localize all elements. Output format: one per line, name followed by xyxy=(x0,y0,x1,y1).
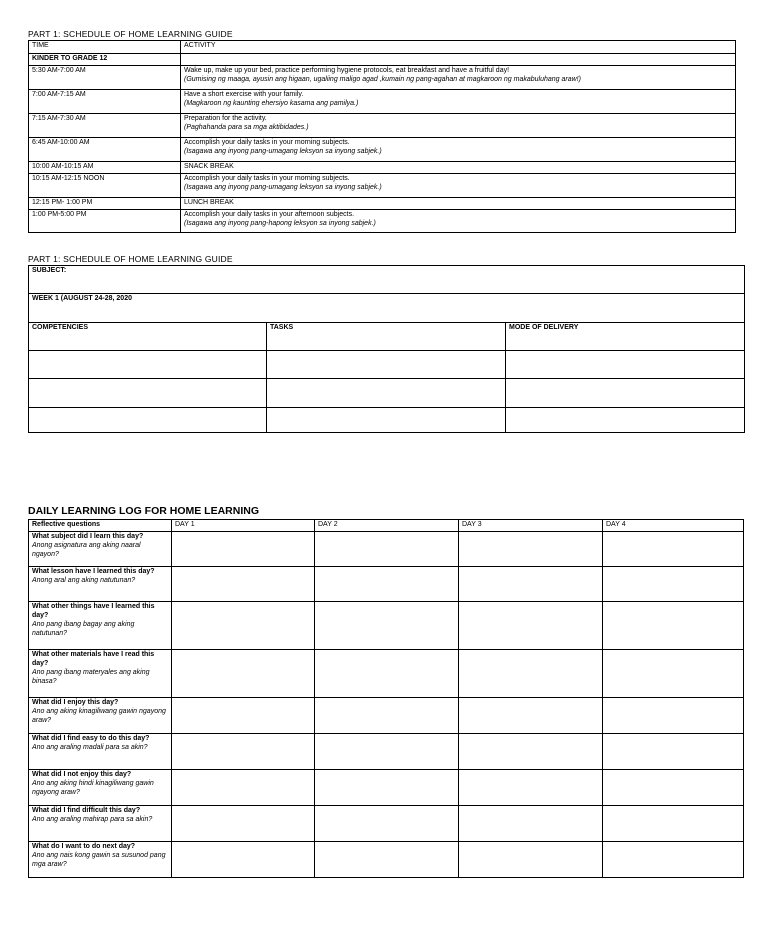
question-translation: Ano ang araling madali para sa akin? xyxy=(32,744,148,751)
day-header: DAY 4 xyxy=(603,520,744,532)
table-row xyxy=(29,351,745,379)
schedule-time: 5:30 AM-7:00 AM xyxy=(29,66,181,90)
week-row xyxy=(29,294,745,323)
day-cell[interactable] xyxy=(172,734,315,770)
question-translation: Ano ang nais kong gawin sa susunod pang mga araw? xyxy=(32,852,166,868)
log-row xyxy=(29,842,744,878)
question-text: What did I not enjoy this day? xyxy=(32,771,132,778)
log-row xyxy=(29,734,744,770)
day-cell[interactable] xyxy=(315,650,459,698)
log-header-row xyxy=(29,520,744,532)
day-cell[interactable] xyxy=(603,770,744,806)
day-header: DAY 2 xyxy=(315,520,459,532)
log-row xyxy=(29,532,744,567)
schedule-row xyxy=(29,66,736,90)
question-cell xyxy=(29,734,172,770)
activity-translation: (Magkaroon ng kaunting ehersiyo kasama ang pamilya.) xyxy=(184,100,359,107)
day-cell[interactable] xyxy=(315,602,459,650)
day-cell[interactable] xyxy=(315,842,459,878)
day-cell[interactable] xyxy=(459,650,603,698)
activity-text: Have a short exercise with your family. xyxy=(184,91,304,98)
activity-text: Preparation for the activity. xyxy=(184,115,267,122)
day-header: DAY 1 xyxy=(172,520,315,532)
question-text: What did I find easy to do this day? xyxy=(32,735,150,742)
day-cell[interactable] xyxy=(315,567,459,602)
log-row xyxy=(29,806,744,842)
daily-log-table xyxy=(28,519,744,878)
question-cell xyxy=(29,698,172,734)
day-cell[interactable] xyxy=(315,770,459,806)
subject-table xyxy=(28,265,745,433)
reflective-questions-header: Reflective questions xyxy=(29,520,172,532)
day-cell[interactable] xyxy=(172,650,315,698)
table-row xyxy=(29,379,745,408)
competencies-cell[interactable] xyxy=(29,408,267,433)
mode-of-delivery-cell[interactable] xyxy=(506,351,745,379)
tasks-cell[interactable] xyxy=(267,351,506,379)
schedule-header-row xyxy=(29,41,736,54)
daily-log-title: DAILY LEARNING LOG FOR HOME LEARNING xyxy=(28,505,260,517)
day-cell[interactable] xyxy=(459,602,603,650)
question-translation: Ano pang ibang bagay ang aking natutunan? xyxy=(32,621,135,637)
schedule-activity xyxy=(181,162,736,174)
question-cell xyxy=(29,567,172,602)
activity-text: Accomplish your daily tasks in your morning subjects. xyxy=(184,175,350,182)
activity-text: Accomplish your daily tasks in your afternoon subjects. xyxy=(184,211,355,218)
guide-title: PART 1: SCHEDULE OF HOME LEARNING GUIDE xyxy=(28,254,233,264)
mode-of-delivery-header: MODE OF DELIVERY xyxy=(506,323,745,351)
activity-text: LUNCH BREAK xyxy=(184,199,234,206)
activity-translation: (Isagawa ang inyong pang-umagang leksyon sa inyong sabjek.) xyxy=(184,148,382,155)
schedule-row xyxy=(29,198,736,210)
question-text: What lesson have I learned this day? xyxy=(32,568,155,575)
day-cell[interactable] xyxy=(172,842,315,878)
subject-row xyxy=(29,266,745,294)
table-row xyxy=(29,408,745,433)
schedule-row xyxy=(29,174,736,198)
day-cell[interactable] xyxy=(459,698,603,734)
question-text: What other things have I learned this day? xyxy=(32,603,155,619)
day-cell[interactable] xyxy=(172,806,315,842)
question-cell xyxy=(29,770,172,806)
log-row xyxy=(29,650,744,698)
question-text: What did I find difficult this day? xyxy=(32,807,141,814)
question-translation: Ano ang aking hindi kinagiliwang gawin ngayong araw? xyxy=(32,780,154,796)
day-cell[interactable] xyxy=(172,532,315,567)
mode-of-delivery-cell[interactable] xyxy=(506,379,745,408)
schedule-time: 10:00 AM-10:15 AM xyxy=(29,162,181,174)
schedule-activity xyxy=(181,138,736,162)
tasks-cell[interactable] xyxy=(267,408,506,433)
activity-translation: (Isagawa ang inyong pang-umagang leksyon sa inyong sabjek.) xyxy=(184,184,382,191)
activity-text: Accomplish your daily tasks in your morning subjects. xyxy=(184,139,350,146)
question-text: What other materials have I read this day? xyxy=(32,651,155,667)
schedule-activity xyxy=(181,210,736,233)
schedule-activity xyxy=(181,90,736,114)
day-cell[interactable] xyxy=(315,698,459,734)
schedule-time: 7:15 AM-7:30 AM xyxy=(29,114,181,138)
question-cell xyxy=(29,842,172,878)
activity-text: SNACK BREAK xyxy=(184,163,234,170)
day-cell[interactable] xyxy=(603,567,744,602)
day-cell[interactable] xyxy=(603,806,744,842)
day-cell[interactable] xyxy=(459,734,603,770)
question-text: What subject did I learn this day? xyxy=(32,533,144,540)
log-row xyxy=(29,602,744,650)
question-cell xyxy=(29,806,172,842)
mode-of-delivery-cell[interactable] xyxy=(506,408,745,433)
time-header: TIME xyxy=(29,41,181,54)
schedule-time: 7:00 AM-7:15 AM xyxy=(29,90,181,114)
tasks-header: TASKS xyxy=(267,323,506,351)
competencies-header: COMPETENCIES xyxy=(29,323,267,351)
schedule-activity xyxy=(181,114,736,138)
question-cell xyxy=(29,602,172,650)
week-label: WEEK 1 (AUGUST 24-28, 2020 xyxy=(29,294,745,323)
question-translation: Ano pang ibang materyales ang aking binasa? xyxy=(32,669,150,685)
day-cell[interactable] xyxy=(172,698,315,734)
activity-translation: (Gumising ng maaga, ayusin ang higaan, ugaliing maligo agad ,kumain ng pang-agahan at magkaroon ng makabuluhang araw!) xyxy=(184,76,581,83)
schedule-row xyxy=(29,138,736,162)
schedule-time: 6:45 AM-10:00 AM xyxy=(29,138,181,162)
schedule-row xyxy=(29,90,736,114)
activity-translation: (Isagawa ang inyong pang-hapong leksyon sa inyong sabjek.) xyxy=(184,220,376,227)
question-translation: Anong asignatura ang aking naaral ngayon? xyxy=(32,542,141,558)
day-cell[interactable] xyxy=(315,806,459,842)
schedule-row xyxy=(29,162,736,174)
schedule-time: 12:15 PM- 1:00 PM xyxy=(29,198,181,210)
log-row xyxy=(29,770,744,806)
competency-header-row xyxy=(29,323,745,351)
competencies-cell[interactable] xyxy=(29,351,267,379)
grade-row xyxy=(29,54,736,66)
day-cell[interactable] xyxy=(603,602,744,650)
day-cell[interactable] xyxy=(315,532,459,567)
schedule-title: PART 1: SCHEDULE OF HOME LEARNING GUIDE xyxy=(28,29,233,39)
question-translation: Ano ang aking kinagiliwang gawin ngayong araw? xyxy=(32,708,166,724)
schedule-time: 1:00 PM-5:00 PM xyxy=(29,210,181,233)
day-cell[interactable] xyxy=(459,770,603,806)
schedule-row xyxy=(29,114,736,138)
activity-translation: (Paghahanda para sa mga aktibidades.) xyxy=(184,124,309,131)
day-cell[interactable] xyxy=(315,734,459,770)
question-text: What do I want to do next day? xyxy=(32,843,136,850)
schedule-row xyxy=(29,210,736,233)
day-cell[interactable] xyxy=(459,806,603,842)
day-cell[interactable] xyxy=(603,532,744,567)
day-cell[interactable] xyxy=(603,842,744,878)
day-cell[interactable] xyxy=(603,698,744,734)
day-cell[interactable] xyxy=(459,567,603,602)
competencies-cell[interactable] xyxy=(29,379,267,408)
day-cell[interactable] xyxy=(603,734,744,770)
day-header: DAY 3 xyxy=(459,520,603,532)
log-row xyxy=(29,698,744,734)
day-cell[interactable] xyxy=(172,602,315,650)
day-cell[interactable] xyxy=(459,842,603,878)
activity-text: Wake up, make up your bed, practice performing hygiene protocols, eat breakfast and have a fruitful day! xyxy=(184,67,510,74)
schedule-activity xyxy=(181,174,736,198)
question-cell xyxy=(29,650,172,698)
day-cell[interactable] xyxy=(172,567,315,602)
grade-label: KINDER TO GRADE 12 xyxy=(29,54,181,66)
schedule-time: 10:15 AM-12:15 NOON xyxy=(29,174,181,198)
question-cell xyxy=(29,532,172,567)
grade-empty-cell xyxy=(181,54,736,66)
day-cell[interactable] xyxy=(459,532,603,567)
schedule-activity xyxy=(181,198,736,210)
question-translation: Ano ang araling mahirap para sa akin? xyxy=(32,816,153,823)
day-cell[interactable] xyxy=(603,650,744,698)
question-translation: Anong aral ang aking natutunan? xyxy=(32,577,136,584)
schedule-activity xyxy=(181,66,736,90)
day-cell[interactable] xyxy=(172,770,315,806)
activity-header: ACTIVITY xyxy=(181,41,736,54)
log-row xyxy=(29,567,744,602)
subject-label: SUBJECT: xyxy=(29,266,745,294)
schedule-table xyxy=(28,40,736,233)
question-text: What did I enjoy this day? xyxy=(32,699,119,706)
tasks-cell[interactable] xyxy=(267,379,506,408)
